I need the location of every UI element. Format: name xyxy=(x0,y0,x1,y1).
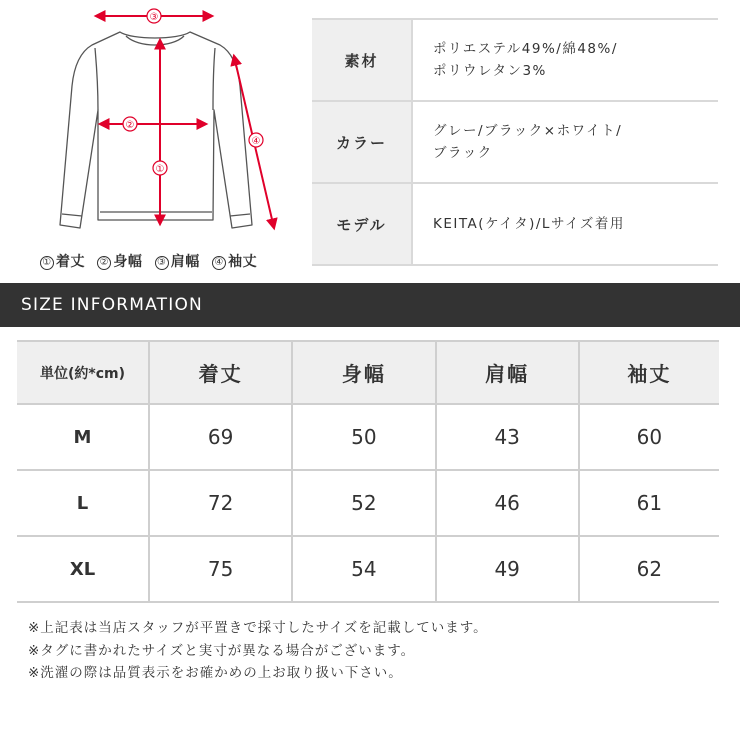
marker-body-width: ② xyxy=(125,120,135,131)
header-sleeve: 袖丈 xyxy=(579,341,719,404)
size-notes xyxy=(28,617,488,685)
size-label: L xyxy=(17,470,149,536)
size-label: M xyxy=(17,404,149,470)
spec-key: カラー xyxy=(312,101,412,183)
table-row xyxy=(17,536,719,602)
size-information-banner xyxy=(0,283,740,327)
spec-key: 素材 xyxy=(312,19,412,101)
legend-item: ③ 肩幅 xyxy=(155,254,200,270)
table-cell: 69 xyxy=(149,404,292,470)
header-body-width: 身幅 xyxy=(292,341,435,404)
banner-title: SIZE INFORMATION xyxy=(21,295,203,315)
note-line: ※上記表は当店スタッフが平置きで採寸したサイズを記載しています。 xyxy=(28,620,488,636)
marker-sleeve: ④ xyxy=(251,136,261,147)
size-table xyxy=(17,340,719,603)
table-cell: 62 xyxy=(579,536,719,602)
marker-length: ① xyxy=(155,164,165,175)
measurement-legend xyxy=(40,251,264,271)
spec-value: グレー/ブラック×ホワイト/ ブラック xyxy=(412,101,718,183)
spec-row-material xyxy=(312,19,718,101)
shirt-outline xyxy=(60,32,252,228)
header-length: 着丈 xyxy=(149,341,292,404)
spec-row-color xyxy=(312,101,718,183)
spec-value: KEITA(ケイタ)/Lサイズ着用 xyxy=(412,183,718,265)
legend-item: ① 着丈 xyxy=(40,254,85,270)
marker-shoulder: ③ xyxy=(149,12,159,23)
product-spec-table xyxy=(312,18,718,266)
spec-key: モデル xyxy=(312,183,412,265)
table-cell: 49 xyxy=(436,536,579,602)
sweatshirt-illustration xyxy=(0,0,300,250)
table-cell: 52 xyxy=(292,470,435,536)
note-line: ※タグに書かれたサイズと実寸が異なる場合がございます。 xyxy=(28,642,416,659)
spec-row-model xyxy=(312,183,718,265)
legend-item: ④ 袖丈 xyxy=(212,254,257,270)
header-unit: 単位(約*cm) xyxy=(17,341,149,404)
table-cell: 50 xyxy=(292,404,435,470)
table-cell: 54 xyxy=(292,536,435,602)
table-cell: 72 xyxy=(149,470,292,536)
table-cell: 61 xyxy=(579,470,719,536)
spec-value: ポリエステル49%/綿48%/ ポリウレタン3% xyxy=(412,19,718,101)
garment-diagram xyxy=(0,0,300,280)
table-row xyxy=(17,470,719,536)
note-line: ※洗濯の際は品質表示をお確かめの上お取り扱い下さい。 xyxy=(28,665,403,681)
size-table-header xyxy=(17,341,719,404)
table-cell: 75 xyxy=(149,536,292,602)
size-label: XL xyxy=(17,536,149,602)
table-cell: 43 xyxy=(436,404,579,470)
table-cell: 46 xyxy=(436,470,579,536)
table-cell: 60 xyxy=(579,404,719,470)
table-row xyxy=(17,404,719,470)
legend-item: ② 身幅 xyxy=(97,254,142,270)
header-shoulder: 肩幅 xyxy=(436,341,579,404)
